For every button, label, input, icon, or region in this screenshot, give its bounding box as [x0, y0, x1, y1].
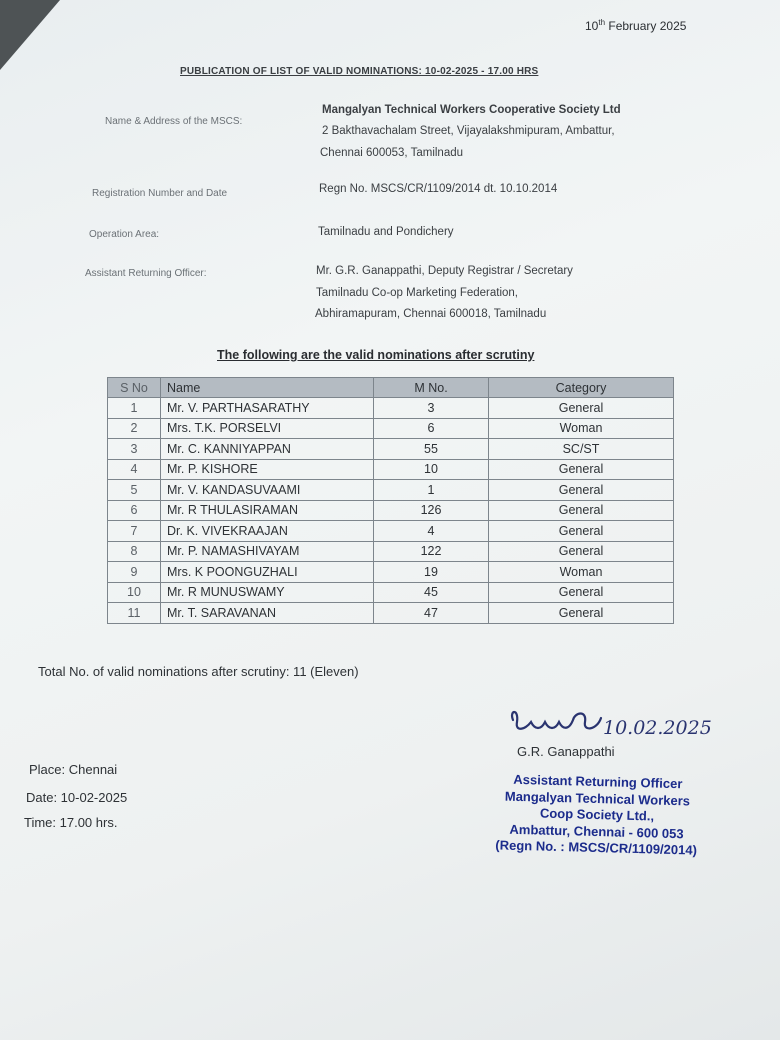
name-address-label: Name & Address of the MSCS:: [105, 116, 243, 127]
cell-mno: 122: [374, 541, 489, 562]
official-stamp: [451, 770, 743, 860]
society-address-line1: 2 Bakthavachalam Street, Vijayalakshmipuram, Ambattur,: [322, 125, 615, 137]
cell-mno: 3: [374, 398, 489, 419]
cell-name: Mr. R MUNUSWAMY: [161, 582, 374, 603]
registration-value: Regn No. MSCS/CR/1109/2014 dt. 10.10.2014: [319, 183, 558, 195]
table-row: [108, 521, 674, 542]
cell-category: General: [489, 521, 674, 542]
header-name: Name: [161, 378, 374, 398]
cell-name: Mrs. T.K. PORSELVI: [161, 418, 374, 439]
cell-category: General: [489, 603, 674, 624]
cell-sno: 2: [108, 418, 161, 439]
table-row: [108, 562, 674, 583]
cell-sno: 1: [108, 398, 161, 419]
signature-image: [505, 700, 765, 750]
cell-name: Mr. V. KANDASUVAAMI: [161, 480, 374, 501]
cell-category: General: [489, 541, 674, 562]
aro-label: Assistant Returning Officer:: [85, 268, 207, 279]
nominations-table: [107, 377, 674, 624]
time: Time: 17.00 hrs.: [24, 815, 118, 830]
cell-sno: 11: [108, 603, 161, 624]
document-date: 10th February 2025: [585, 18, 687, 33]
cell-name: Mrs. K POONGUZHALI: [161, 562, 374, 583]
table-row: [108, 582, 674, 603]
table-row: [108, 500, 674, 521]
cell-name: Dr. K. VIVEKRAAJAN: [161, 521, 374, 542]
cell-mno: 1: [374, 480, 489, 501]
cell-sno: 10: [108, 582, 161, 603]
society-name: Mangalyan Technical Workers Cooperative Society Ltd: [322, 104, 621, 116]
cell-category: Woman: [489, 562, 674, 583]
page-corner-shadow: [0, 0, 60, 70]
cell-mno: 126: [374, 500, 489, 521]
cell-category: General: [489, 459, 674, 480]
cell-sno: 6: [108, 500, 161, 521]
stamp-line1: Assistant Returning Officer: [513, 771, 683, 792]
header-mno: M No.: [374, 378, 489, 398]
cell-sno: 9: [108, 562, 161, 583]
society-address-line2: Chennai 600053, Tamilnadu: [320, 147, 464, 159]
stamp-line4: Ambattur, Chennai - 600 053: [509, 821, 684, 841]
table-row: [108, 480, 674, 501]
registration-label: Registration Number and Date: [92, 188, 228, 199]
date: Date: 10-02-2025: [26, 790, 128, 805]
table-row: [108, 459, 674, 480]
cell-category: General: [489, 582, 674, 603]
cell-name: Mr. V. PARTHASARATHY: [161, 398, 374, 419]
total-nominations: Total No. of valid nominations after scrutiny: 11 (Eleven): [38, 664, 359, 679]
signatory-name: G.R. Ganappathi: [517, 744, 615, 759]
cell-mno: 6: [374, 418, 489, 439]
cell-mno: 55: [374, 439, 489, 460]
table-row: [108, 439, 674, 460]
cell-category: General: [489, 398, 674, 419]
operation-area-label: Operation Area:: [89, 229, 160, 240]
place: Place: Chennai: [29, 762, 118, 777]
cell-mno: 45: [374, 582, 489, 603]
cell-category: SC/ST: [489, 439, 674, 460]
stamp-line3: Coop Society Ltd.,: [539, 805, 655, 824]
publication-title: PUBLICATION OF LIST OF VALID NOMINATIONS: 10-02-2025 - 17.00 HRS: [180, 66, 539, 77]
aro-line2: Tamilnadu Co-op Marketing Federation,: [316, 287, 518, 299]
cell-sno: 3: [108, 439, 161, 460]
cell-category: General: [489, 500, 674, 521]
stamp-line2: Mangalyan Technical Workers: [504, 788, 691, 808]
cell-name: Mr. C. KANNIYAPPAN: [161, 439, 374, 460]
table-header-row: [108, 378, 674, 398]
header-category: Category: [489, 378, 674, 398]
table-caption: The following are the valid nominations after scrutiny: [217, 348, 535, 362]
cell-name: Mr. T. SARAVANAN: [161, 603, 374, 624]
header-sno: S No: [108, 378, 161, 398]
cell-sno: 5: [108, 480, 161, 501]
cell-category: General: [489, 480, 674, 501]
cell-name: Mr. P. NAMASHIVAYAM: [161, 541, 374, 562]
table-row: [108, 398, 674, 419]
signature-date: 10.02.2025: [603, 717, 712, 739]
table-row: [108, 418, 674, 439]
table-row: [108, 541, 674, 562]
cell-mno: 4: [374, 521, 489, 542]
cell-sno: 7: [108, 521, 161, 542]
cell-name: Mr. P. KISHORE: [161, 459, 374, 480]
cell-mno: 19: [374, 562, 489, 583]
operation-area-value: Tamilnadu and Pondichery: [318, 226, 454, 238]
cell-mno: 10: [374, 459, 489, 480]
table-row: [108, 603, 674, 624]
aro-line1: Mr. G.R. Ganappathi, Deputy Registrar / Secretary: [316, 265, 573, 277]
cell-sno: 4: [108, 459, 161, 480]
cell-sno: 8: [108, 541, 161, 562]
stamp-line5: (Regn No. : MSCS/CR/1109/2014): [495, 837, 698, 858]
cell-category: Woman: [489, 418, 674, 439]
cell-name: Mr. R THULASIRAMAN: [161, 500, 374, 521]
cell-mno: 47: [374, 603, 489, 624]
aro-line3: Abhiramapuram, Chennai 600018, Tamilnadu: [315, 308, 547, 320]
